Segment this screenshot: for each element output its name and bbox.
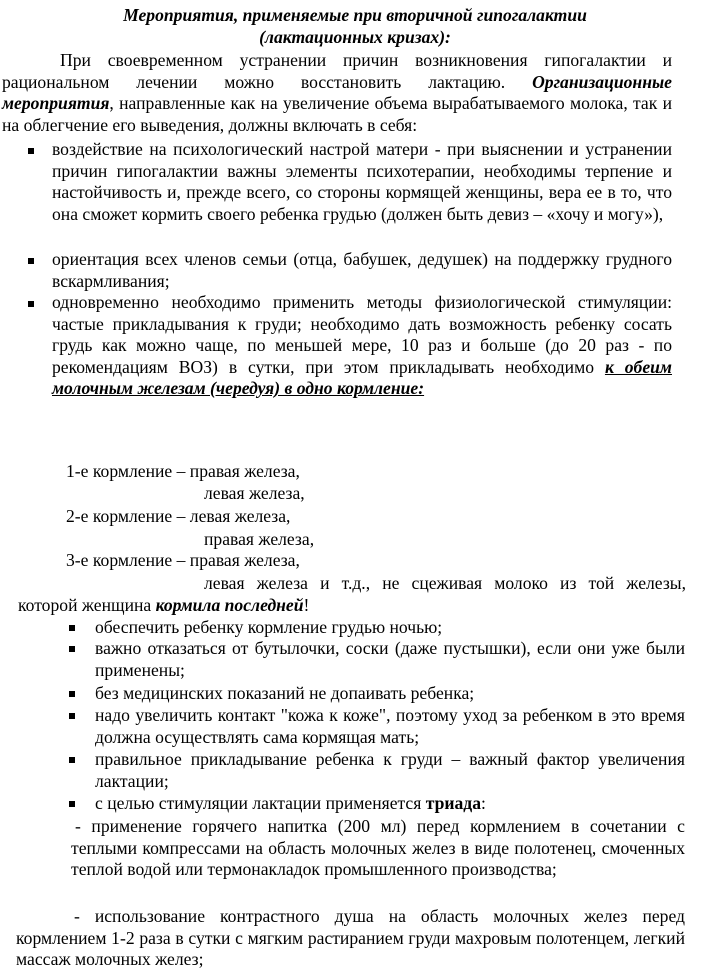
schedule-line: 3-е кормление – правая железа, (66, 550, 300, 570)
bullet-marker (69, 801, 75, 807)
list-item: важно отказаться от бутылочки, соски (даже пустышки), если они уже были применены; (95, 638, 685, 680)
list-item: без медицинских показаний не допаивать ребенка; (95, 683, 475, 703)
intro-emphasis-1: Организационные мероприятия (2, 71, 672, 113)
schedule-emphasis: кормила последней (155, 595, 304, 615)
list-item: правильное прикладывание ребенка к груди – важный фактор увеличения лактации; (95, 749, 685, 791)
list-item: с целью стимуляции лактации применяется триада: (95, 793, 486, 813)
bullet-marker (69, 757, 75, 763)
intro-text-1: При своевременном устранении причин возникновения гипогалактии и рациональном лечении можно восстановить лактацию. (2, 50, 672, 92)
bullet-marker (28, 301, 34, 307)
intro-text-2: , направленные как на увеличение объема вырабатываемого молока, так и на облегчение его выведения, должны включать в себя: (2, 93, 672, 135)
list-item: воздействие на психологический настрой матери - при выяснении и устранении причин гипогалактии важны элементы психотерапии, необходимы терпение и настойчивость и, прежде всего, со стороны кормящей женщины, вера ее в то, что она сможет кормить своего ребенка грудью (должен быть девиз – «хочу и могу»), (52, 139, 672, 224)
list-item (52, 292, 672, 400)
list-item-emphasis: к обеим молочным железам (чередуя) в одно кормление: (52, 356, 672, 398)
list-item: надо увеличить контакт "кожа к коже", поэтому уход за ребенком в это время должна осуществлять сама кормящая мать; (95, 705, 685, 747)
title-line-2: (лактационных кризах): (259, 26, 451, 47)
bullet-marker (28, 148, 34, 154)
dash-item: - применение горячего напитка (200 мл) перед кормлением в сочетании с теплыми компрессами на область молочных желез в виде полотенец, смоченных теплой водой или термонакладок промышленного производства; (71, 816, 685, 879)
list-item: обеспечить ребенку кормление грудью ночью; (95, 617, 443, 637)
title-line-1: Мероприятия, применяемые при вторичной гипогалактии (123, 5, 587, 25)
bullet-marker (69, 646, 75, 652)
bullet-marker (69, 713, 75, 719)
intro-paragraph (2, 50, 672, 136)
list-item-text: с целью стимуляции лактации применяется (95, 793, 426, 813)
schedule-line: 2-е кормление – левая железа, (66, 506, 291, 526)
schedule-line: правая железа, (204, 529, 315, 549)
bullet-marker (69, 625, 75, 631)
schedule-line: которой женщина кормила последней! (18, 595, 310, 615)
list-item-emphasis: триада (425, 793, 481, 813)
dash-item: - использование контрастного душа на область молочных желез перед кормлением 1-2 раза в сутки с мягким растиранием груди махровым полотенцем, легкий массаж молочных желез; (16, 906, 685, 969)
bullet-marker (69, 691, 75, 697)
schedule-line: левая железа и т.д., не сцеживая молоко из той железы, (204, 573, 686, 593)
bullet-marker (28, 258, 34, 264)
schedule-line: 1-е кормление – правая железа, (66, 461, 300, 481)
schedule-line: левая железа, (204, 483, 305, 503)
document-title (60, 5, 650, 48)
list-item: ориентация всех членов семьи (отца, бабушек, дедушек) на поддержку грудного вскармливания; (52, 249, 672, 291)
list-item-text: одновременно необходимо применить методы физиологической стимуляции: частые прикладывания к груди; необходимо дать возможность ребенку сосать грудь как можно чаще, по меньшей мере, 10 раз и больше (до 20 раз - по рекомендациям ВОЗ) в сутки, при этом прикладывать необходимо (52, 292, 672, 377)
